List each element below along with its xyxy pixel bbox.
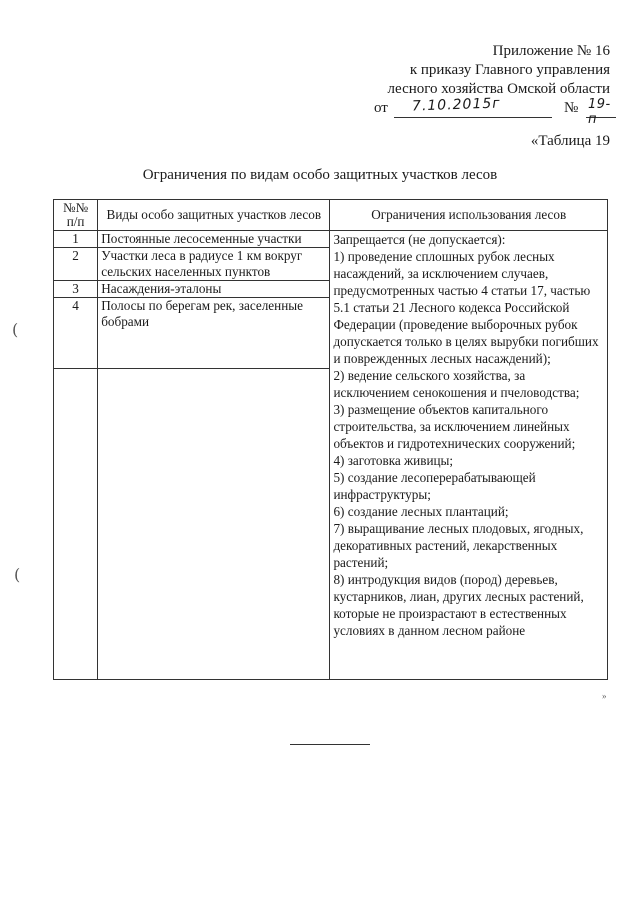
- appendix-order-ref: к приказу Главного управления: [409, 62, 610, 78]
- row-num: 4: [54, 298, 98, 369]
- handwritten-number: 19-п: [588, 97, 611, 127]
- table-row: [54, 231, 608, 248]
- handwritten-date: 7.10.2015г: [411, 95, 501, 115]
- header-num: №№ п/п: [54, 200, 98, 231]
- date-prefix-label: от: [374, 100, 388, 116]
- restrictions-text: Запрещается (не допускается): 1) проведение сплошных рубок лесных насаждений, за исключением случаев, предусмотренных частью 4 статьи 17, частью 5.1 статьи 21 Лесного кодекса Российской Федерации (проведение выборочных рубок допускается только в целях вырубки погибших и поврежденных лесных насаждений); 2) ведение сельского хозяйства, за исключением сенокошения и пчеловодства; 3) размещение объектов капитального строительства, за исключением линейных объектов и гидротехнических сооружений; 4) заготовка живицы; 5) создание лесоперерабатывающей инфраструктуры; 6) создание лесных плантаций; 7) выращивание лесных плодовых, ягодных, декоративных растений, лекарственных растений; 8) интродукция видов (пород) деревьев, кустарников, лиан, других лесных растений, которые не произрастают в естественных условиях в данном лесном районе: [330, 231, 608, 680]
- row-kind: Постоянные лесосеменные участки: [98, 231, 330, 248]
- table-header-row: [54, 200, 608, 231]
- row-kind: Полосы по берегам рек, заселенные бобрами: [98, 298, 330, 369]
- appendix-header: [310, 42, 610, 99]
- header-kind: Виды особо защитных участков лесов: [98, 200, 330, 231]
- margin-bracket-mark: (: [14, 565, 21, 584]
- row-num: 2: [54, 248, 98, 281]
- document-title: Ограничения по видам особо защитных участков лесов: [142, 167, 498, 183]
- row-num: 3: [54, 281, 98, 298]
- number-sign-label: №: [564, 100, 579, 116]
- margin-bracket-mark: (: [12, 320, 19, 339]
- row-kind: Участки леса в радиусе 1 км вокруг сельских населенных пунктов: [98, 248, 330, 281]
- appendix-number: Приложение № 16: [492, 43, 610, 59]
- blank-kind-cell: [98, 369, 330, 680]
- table-label: «Таблица 19: [530, 133, 610, 149]
- row-num: 1: [54, 231, 98, 248]
- closing-rule: [290, 744, 370, 745]
- header-restrictions: Ограничения использования лесов: [330, 200, 608, 231]
- row-kind: Насаждения-эталоны: [98, 281, 330, 298]
- order-date-number-line: [374, 95, 614, 127]
- closing-quote-mark: »: [602, 691, 607, 701]
- appendix-authority: лесного хозяйства Омской области: [387, 81, 610, 97]
- restrictions-table: [53, 199, 608, 680]
- blank-num-cell: [54, 369, 98, 680]
